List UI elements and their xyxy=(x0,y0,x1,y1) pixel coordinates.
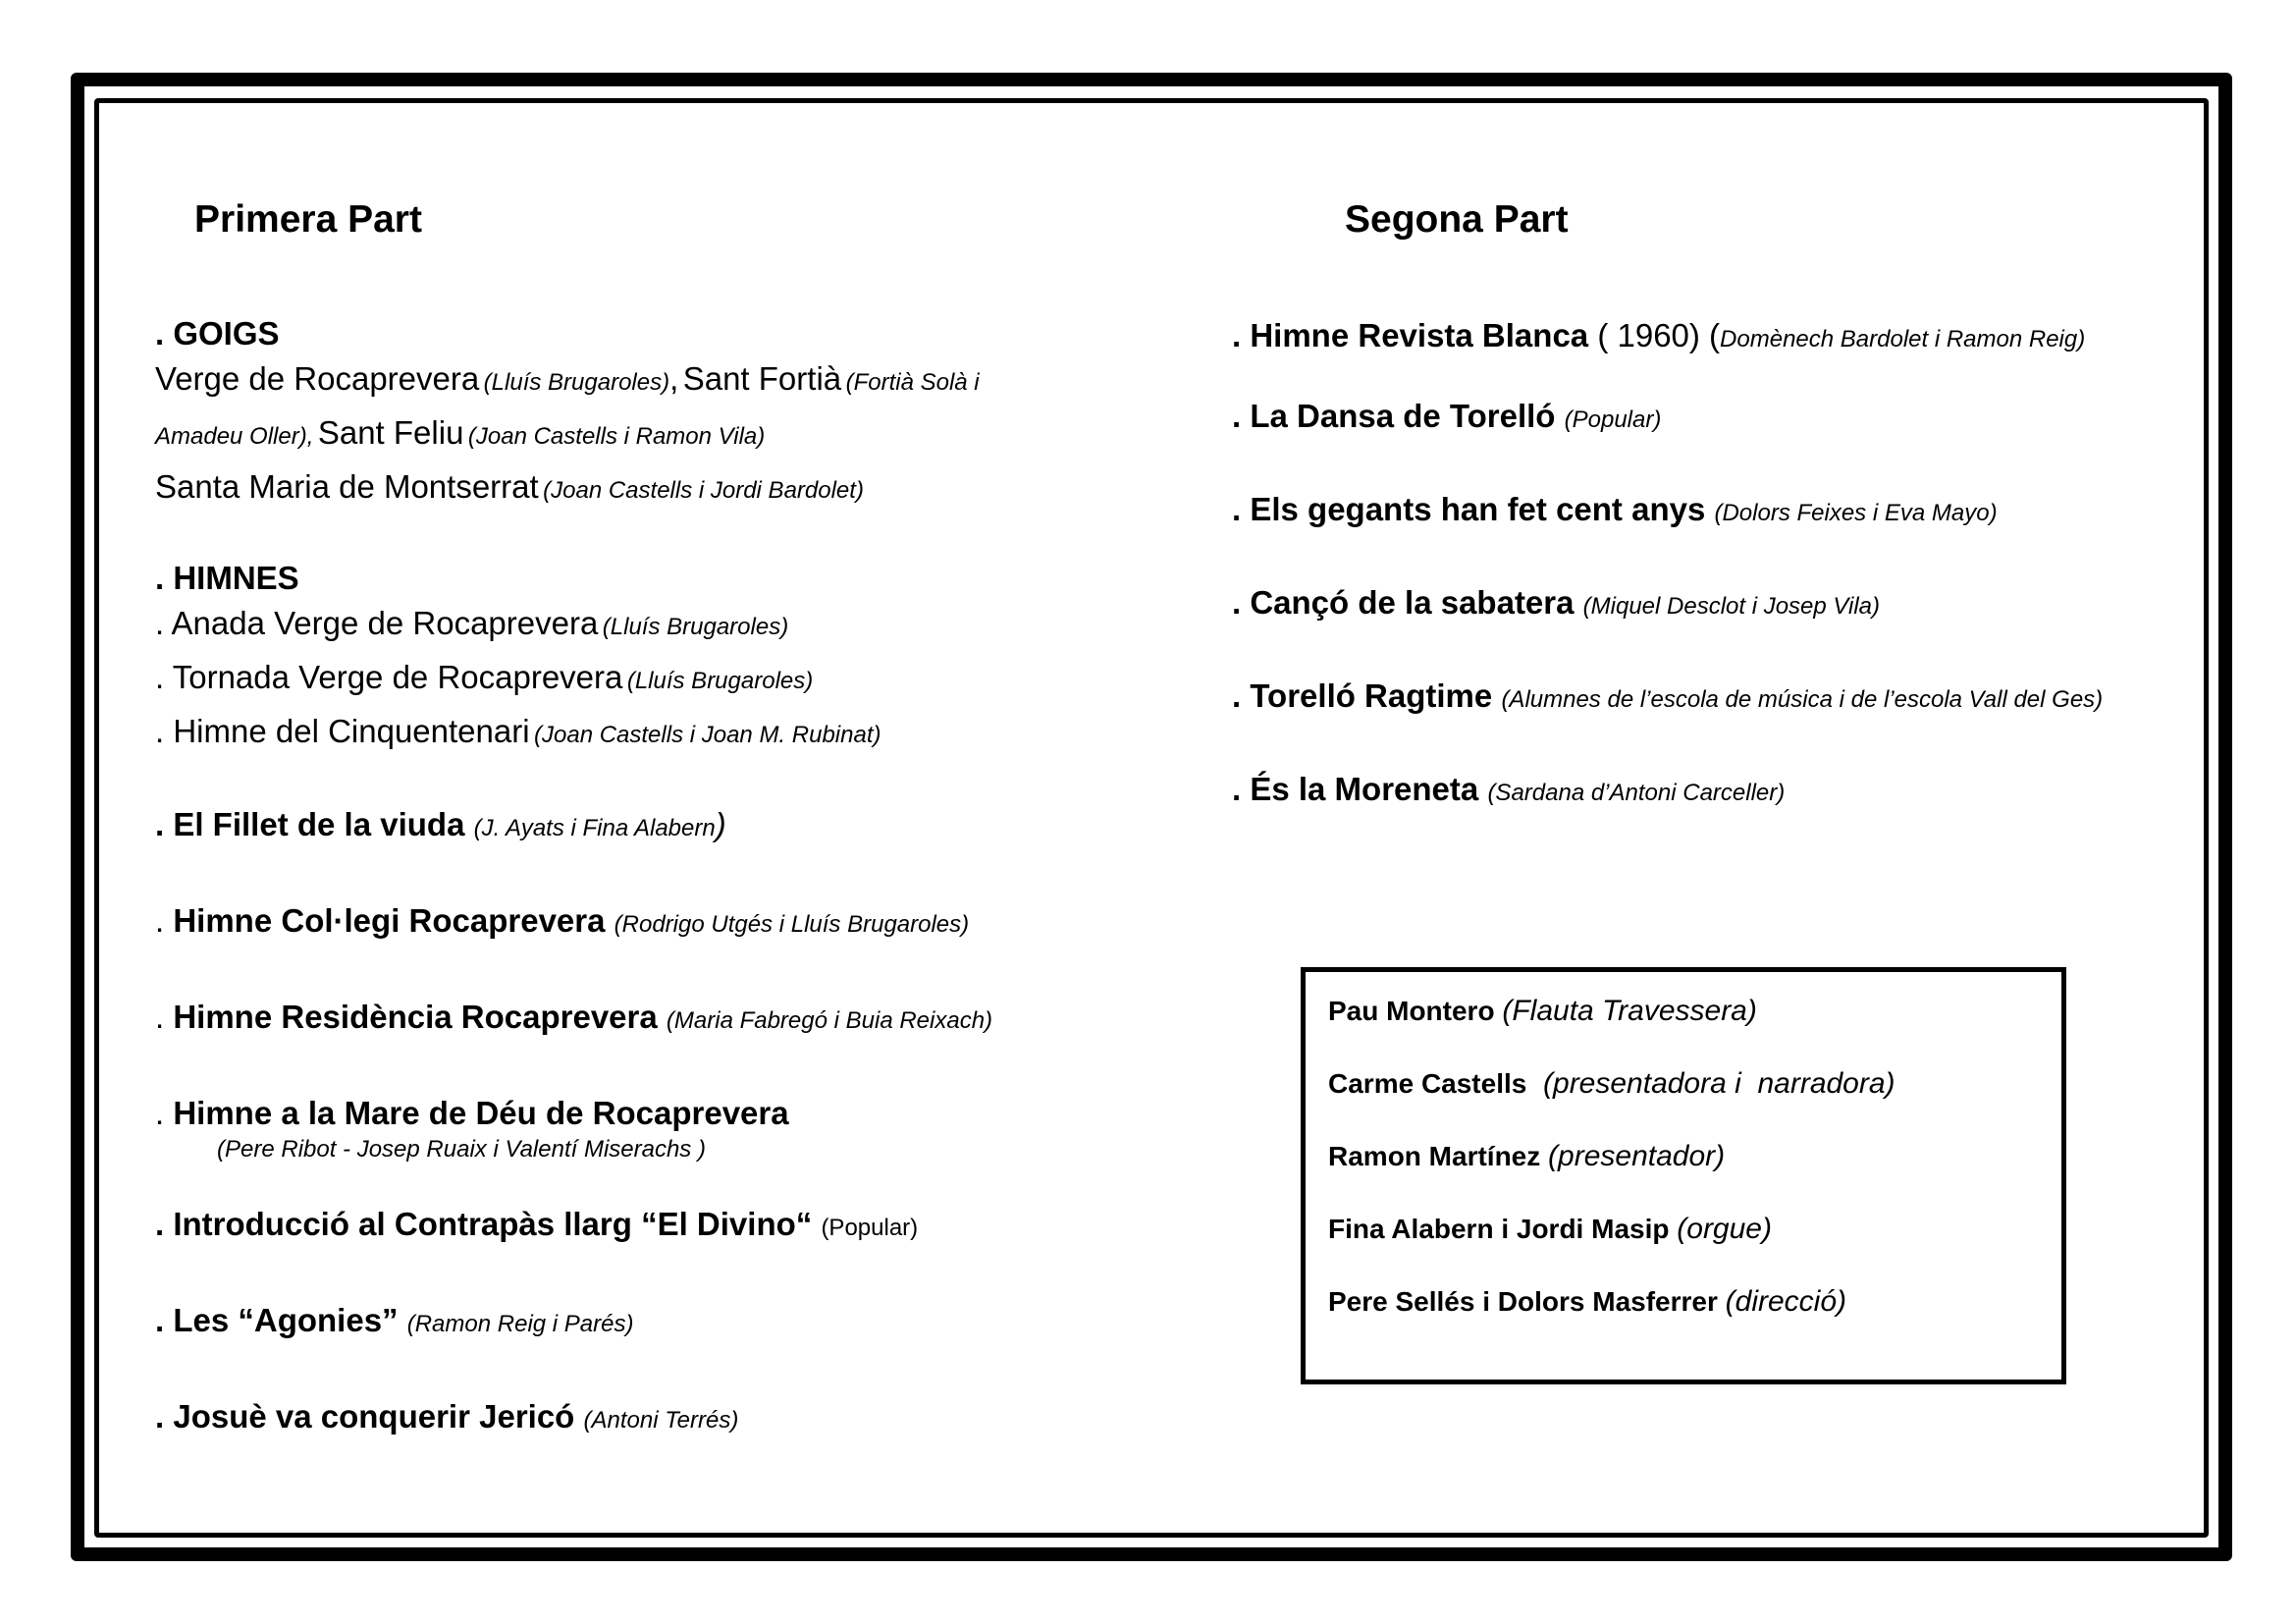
performer: Ramon Martínez (presentador) xyxy=(1328,1140,1726,1172)
performer: Pau Montero (Flauta Travessera) xyxy=(1328,995,1757,1027)
program-piece-authors: (Pere Ribot - Josep Ruaix i Valentí Miserachs ) xyxy=(217,1136,706,1163)
program-piece: . És la Moreneta (Sardana d’Antoni Carceller) xyxy=(1232,771,1786,807)
program-piece: . La Dansa de Torelló (Popular) xyxy=(1232,398,1662,434)
himne-item: . Himne del Cinquentenari (Joan Castells i Joan M. Rubinat) xyxy=(155,713,881,749)
program-piece: . Introducció al Contrapàs llarg “El Divino“ (Popular) xyxy=(155,1206,919,1242)
program-piece: . Himne Revista Blanca ( 1960) (Domènech Bardolet i Ramon Reig) xyxy=(1232,317,2086,353)
first-part-program xyxy=(155,312,1097,1444)
second-part-heading: Segona Part xyxy=(1345,198,1569,241)
program-piece: . Els gegants han fet cent anys (Dolors Feixes i Eva Mayo) xyxy=(1232,491,1998,527)
himnes-title: . HIMNES xyxy=(155,560,299,596)
performer: Pere Sellés i Dolors Masferrer (direcció) xyxy=(1328,1285,1847,1318)
second-part-program xyxy=(1232,312,2164,859)
performer: Carme Castells (presentadora i narradora) xyxy=(1328,1067,1896,1100)
program-piece: . Himne Col·legi Rocaprevera (Rodrigo Utgés i Lluís Brugaroles) xyxy=(155,902,970,939)
goigs-line-2: Amadeu Oller), Sant Feliu (Joan Castells i Ramon Vila) xyxy=(155,414,766,451)
goigs-line-3: Santa Maria de Montserrat (Joan Castells i Jordi Bardolet) xyxy=(155,468,864,505)
first-part-heading: Primera Part xyxy=(194,198,422,241)
program-piece: . Torelló Ragtime (Alumnes de l’escola de música i de l’escola Vall del Ges) xyxy=(1232,677,2104,714)
goigs-title: . GOIGS xyxy=(155,315,280,352)
program-piece: . Cançó de la sabatera (Miquel Desclot i Josep Vila) xyxy=(1232,584,1880,621)
goigs-line-1: Verge de Rocaprevera (Lluís Brugaroles), Sant Fortià (Fortià Solà i xyxy=(155,360,980,397)
program-piece: . Les “Agonies” (Ramon Reig i Parés) xyxy=(155,1302,634,1338)
performers-box xyxy=(1301,967,2066,1384)
program-piece: . El Fillet de la viuda (J. Ayats i Fina Alabern) xyxy=(155,806,726,842)
performer: Fina Alabern i Jordi Masip (orgue) xyxy=(1328,1213,1772,1245)
program-piece: . Himne Residència Rocaprevera (Maria Fabregó i Buia Reixach) xyxy=(155,999,993,1035)
himne-item: . Tornada Verge de Rocaprevera (Lluís Brugaroles) xyxy=(155,659,814,695)
himne-item: . Anada Verge de Rocaprevera (Lluís Brugaroles) xyxy=(155,605,789,641)
program-piece: . Josuè va conquerir Jericó (Antoni Terrés) xyxy=(155,1398,739,1435)
program-piece: . Himne a la Mare de Déu de Rocaprevera xyxy=(155,1095,789,1131)
